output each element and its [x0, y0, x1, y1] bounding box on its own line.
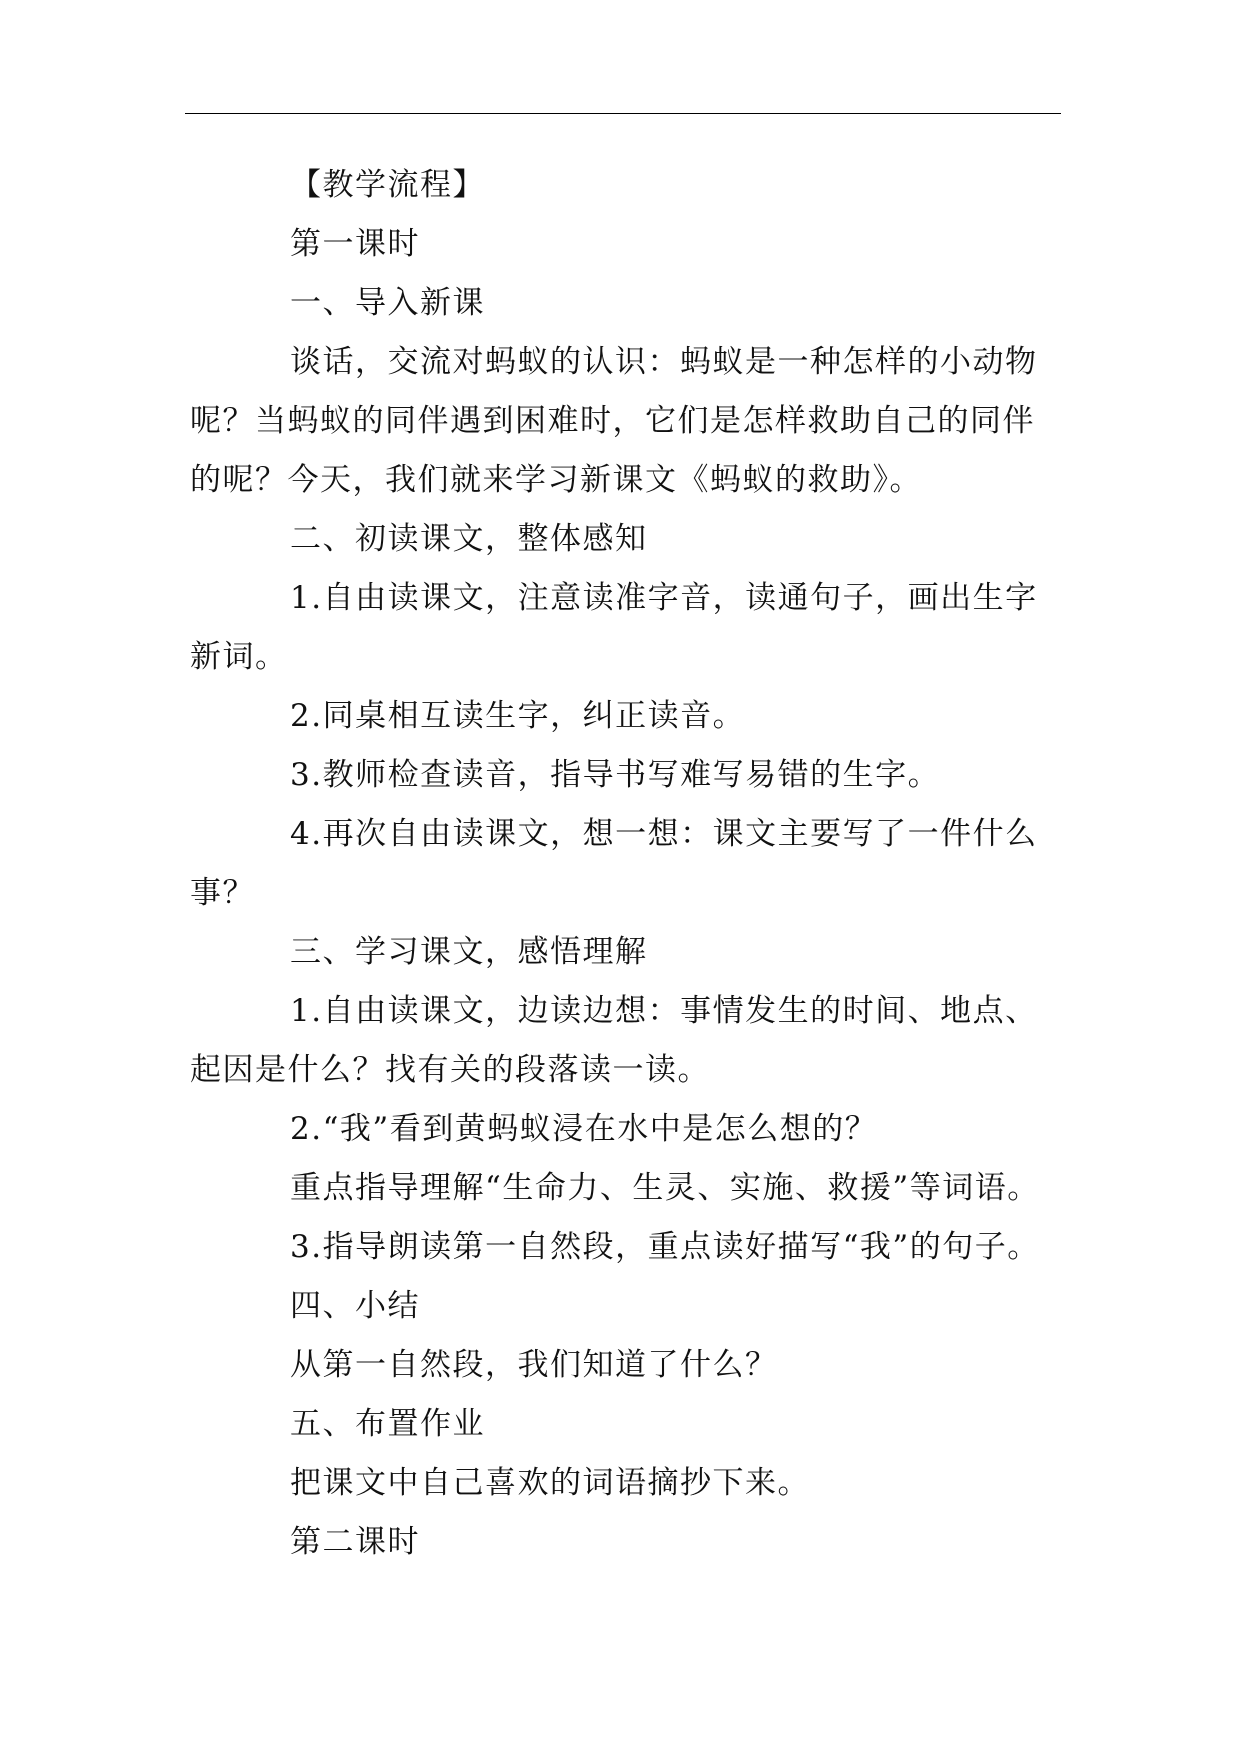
teaching-process-heading: 【教学流程】	[290, 167, 485, 203]
section-5-heading: 五、布置作业	[290, 1406, 485, 1442]
section-2-item-4: 4.再次自由读课文，想一想：课文主要写了一件什么事？	[190, 816, 1038, 911]
section-4-body: 从第一自然段，我们知道了什么？	[290, 1347, 778, 1383]
section-1-heading: 一、导入新课	[290, 285, 485, 321]
lesson-1-heading: 第一课时	[290, 226, 420, 262]
section-3-heading: 三、学习课文，感悟理解	[290, 934, 648, 970]
section-4-heading: 四、小结	[290, 1288, 420, 1324]
section-5-body: 把课文中自己喜欢的词语摘抄下来。	[290, 1465, 810, 1501]
section-2-item-1: 1.自由读课文，注意读准字音，读通句子，画出生字新词。	[190, 580, 1038, 675]
section-2-heading: 二、初读课文，整体感知	[290, 521, 648, 557]
section-2-item-3: 3.教师检查读音，指导书写难写易错的生字。	[290, 757, 941, 793]
document-body	[190, 156, 1066, 1572]
section-3-item-3: 3.指导朗读第一自然段，重点读好描写“我”的句子。	[290, 1229, 1040, 1265]
section-3-item-1: 1.自由读课文，边读边想：事情发生的时间、地点、起因是什么？找有关的段落读一读。	[190, 993, 1038, 1088]
section-2-item-2: 2.同桌相互读生字，纠正读音。	[290, 698, 746, 734]
header-rule	[185, 113, 1061, 114]
section-3-item-2-note: 重点指导理解“生命力、生灵、实施、救援”等词语。	[290, 1170, 1040, 1206]
lesson-2-heading: 第二课时	[290, 1524, 420, 1560]
section-1-body: 谈话，交流对蚂蚁的认识：蚂蚁是一种怎样的小动物呢？当蚂蚁的同伴遇到困难时，它们是怎样救助自己的同伴的呢？今天，我们就来学习新课文《蚂蚁的救助》。	[190, 344, 1038, 498]
section-3-item-2: 2.“我”看到黄蚂蚁浸在水中是怎么想的？	[290, 1111, 878, 1147]
